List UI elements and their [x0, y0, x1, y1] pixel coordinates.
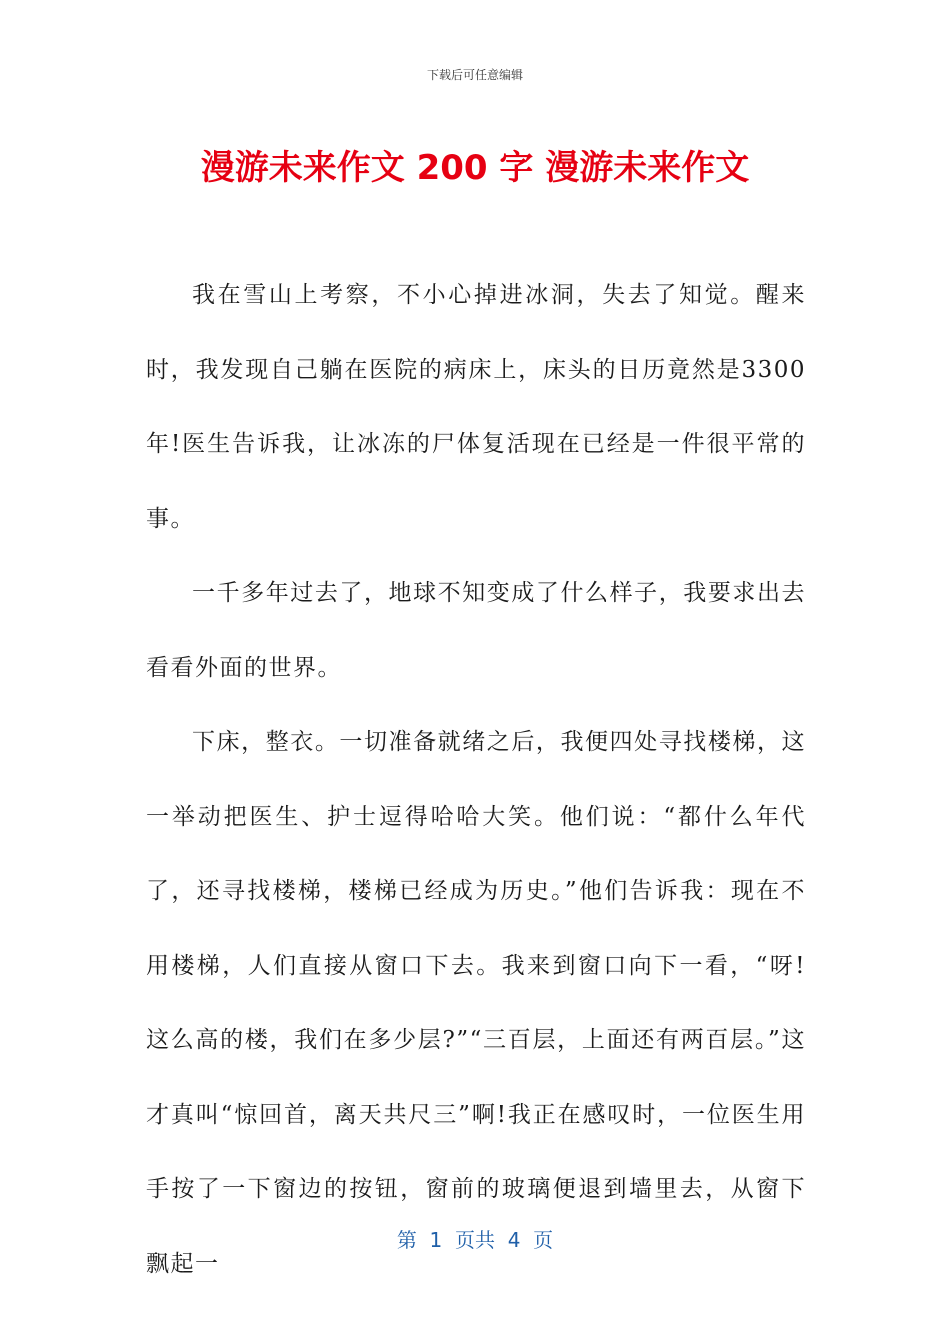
- document-body: [146, 258, 806, 1301]
- document-title: 漫游未来作文 200 字 漫游未来作文: [200, 148, 750, 188]
- paragraph-3: 下床，整衣。一切准备就绪之后，我便四处寻找楼梯，这一举动把医生、护士逗得哈哈大笑。他们说：“都什么年代了，还寻找楼梯，楼梯已经成为历史。”他们告诉我：现在不用楼梯，人们直接从窗口下去。我来到窗口向下一看，“呀!这么高的楼，我们在多少层?”“三百层，上面还有两百层。”这才真叫“惊回首，离天共尺三”啊!我正在感叹时，一位医生用手按了一下窗边的按钮，窗前的玻璃便退到墙里去，从窗下飘起一: [146, 729, 806, 1277]
- page-footer: 第 1 页共 4 页: [396, 1228, 554, 1252]
- header-note: 下载后可任意编辑: [426, 68, 523, 82]
- paragraph-1: 我在雪山上考察，不小心掉进冰洞，失去了知觉。醒来时，我发现自己躺在医院的病床上，床头的日历竟然是3300年!医生告诉我，让冰冻的尸体复活现在已经是一件很平常的事。: [146, 282, 806, 532]
- paragraph-2: 一千多年过去了，地球不知变成了什么样子，我要求出去看看外面的世界。: [146, 580, 806, 681]
